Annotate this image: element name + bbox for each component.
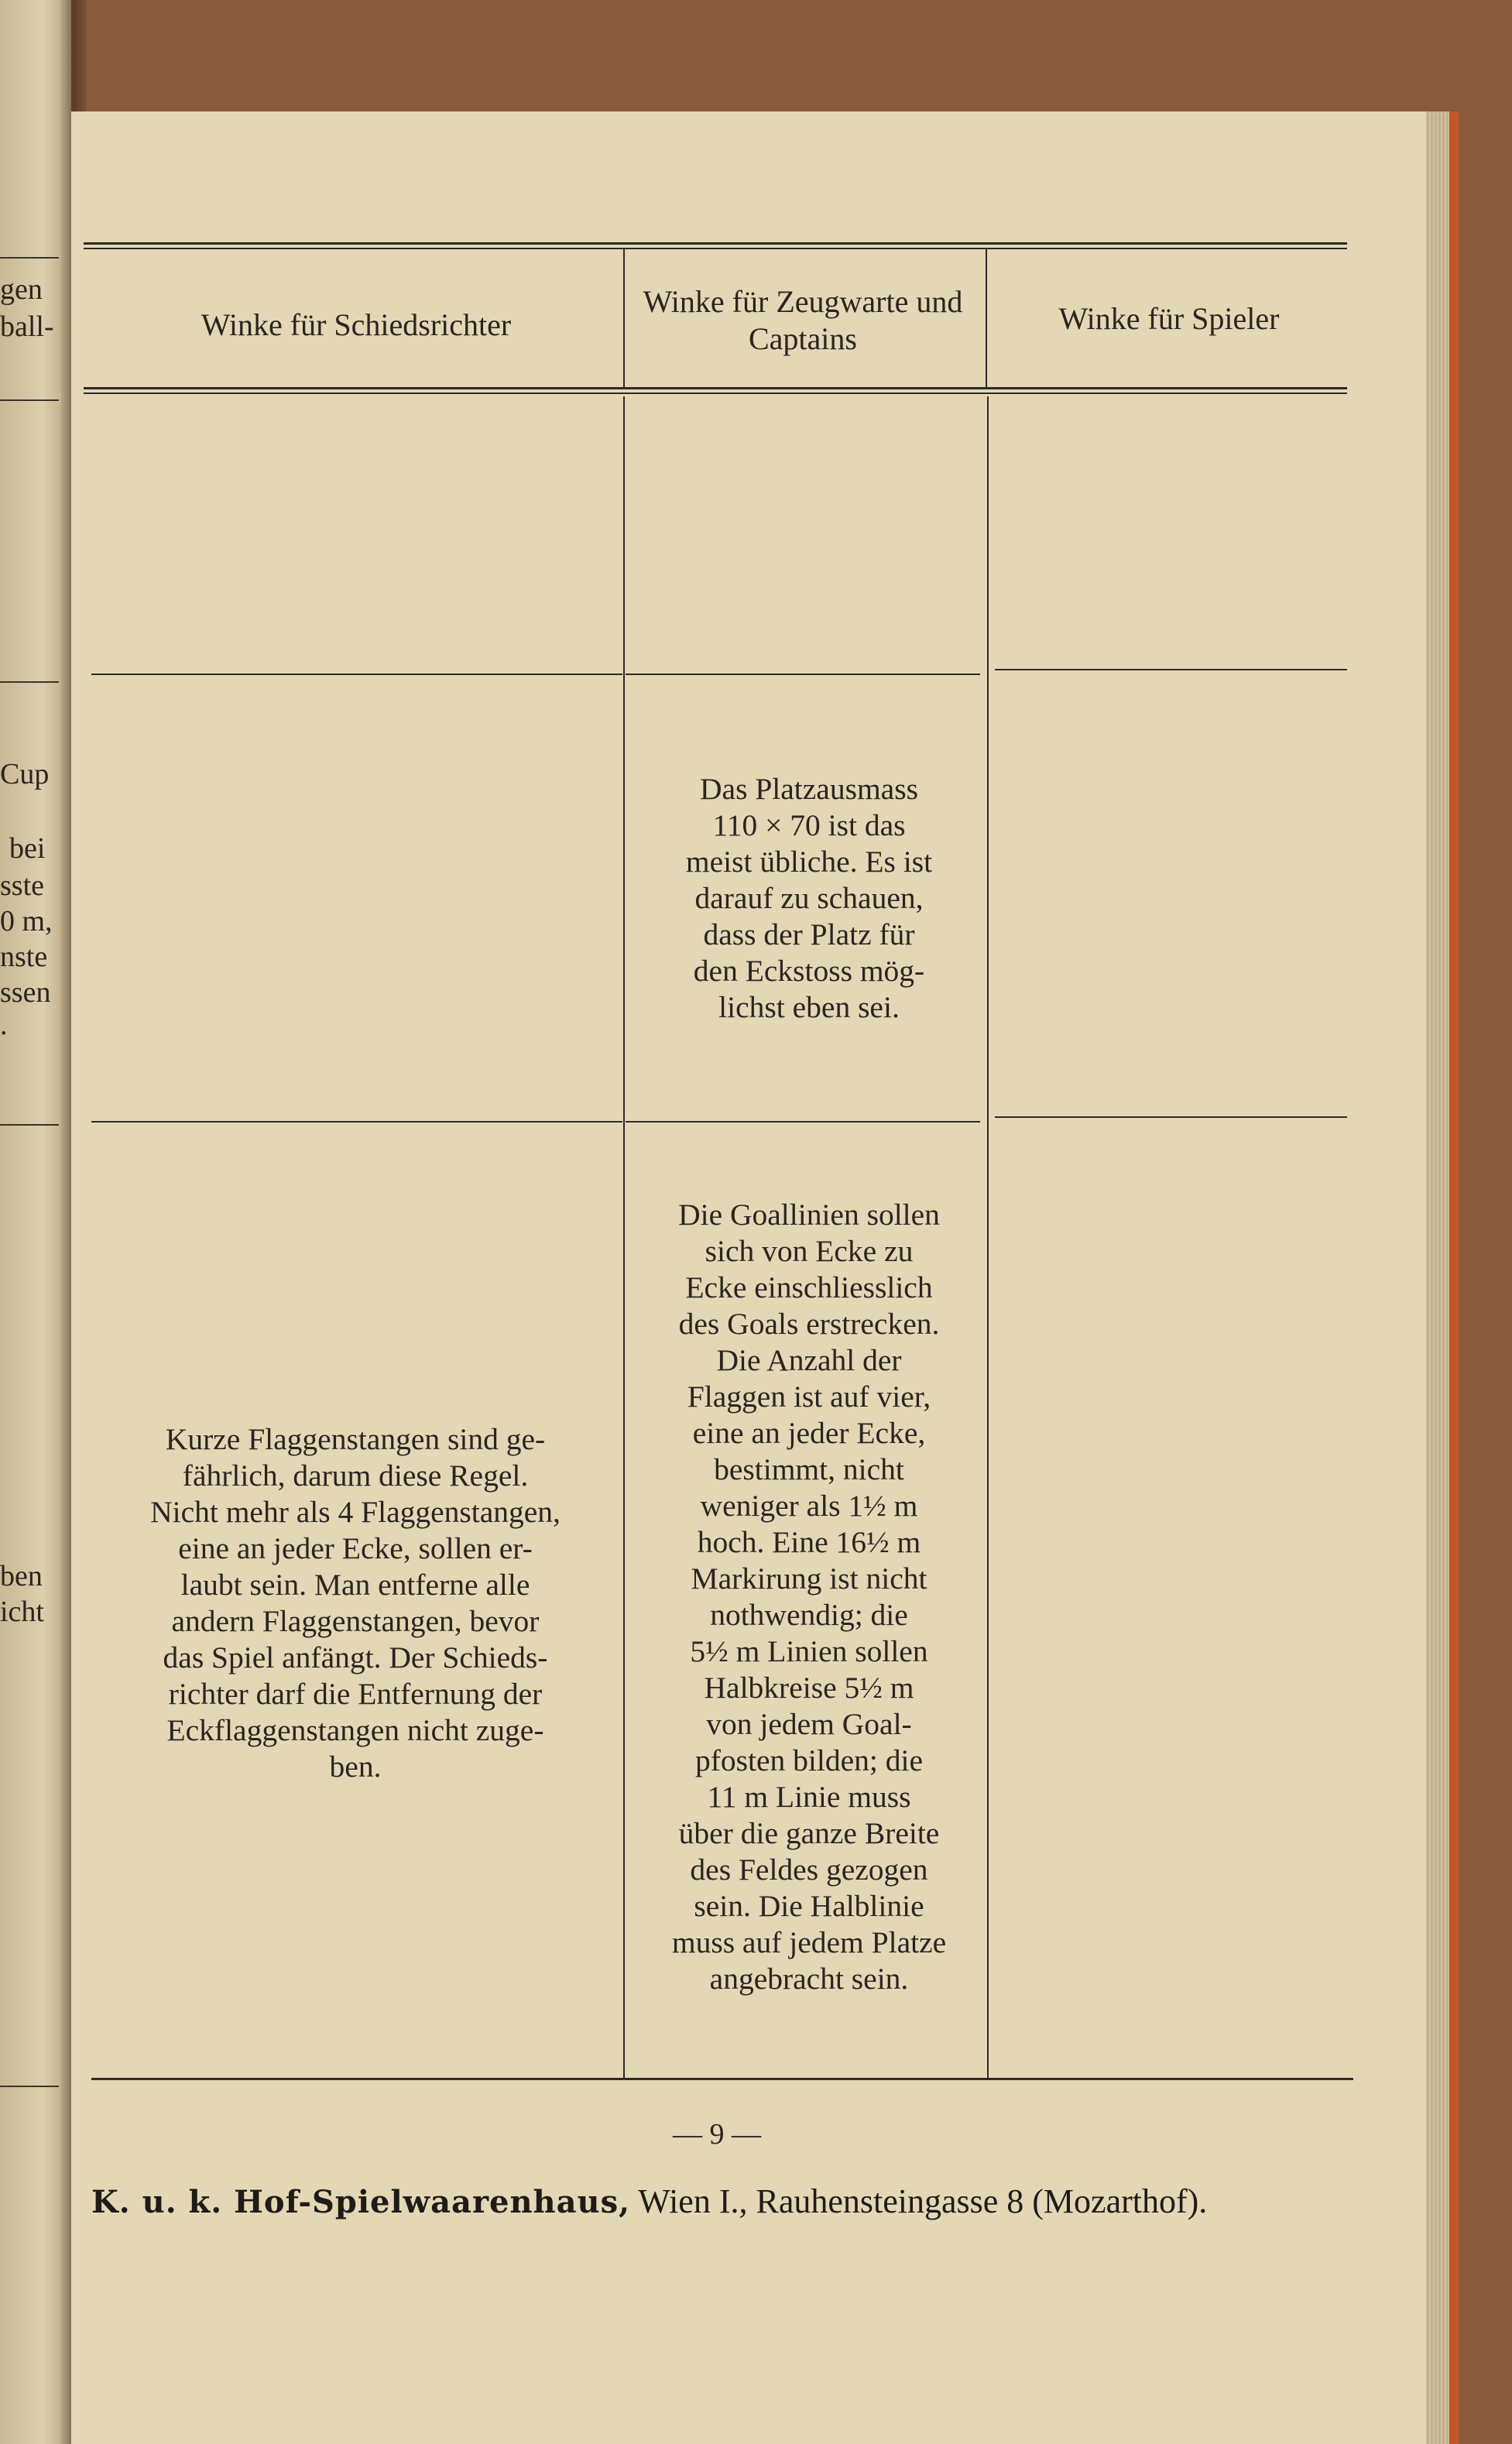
table-bottom-rule (91, 2078, 1353, 2080)
left-page-fragment: ssen (0, 976, 51, 1009)
text-line: andern Flaggenstangen, bevor (171, 1604, 540, 1638)
left-page-rule (0, 257, 59, 259)
left-page-fragment: Cup (0, 758, 50, 790)
text-line: des Feldes gezogen (690, 1853, 928, 1887)
left-page-fragment: bei (9, 832, 46, 865)
text-line: nothwendig; die (710, 1598, 908, 1632)
page-number: — 9 — (673, 2118, 761, 2151)
publisher-name: K. u. k. Hof-Spielwaarenhaus, (91, 2184, 631, 2220)
text-line: Die Goallinien sollen (678, 1198, 940, 1232)
cell-flaggenstangen (104, 1421, 607, 1785)
text-line: Das Platzausmass (700, 772, 918, 806)
text-line: richter darf die Entfernung der (168, 1677, 543, 1711)
left-page-fragment: gen (0, 273, 43, 306)
left-page-rule (0, 1124, 59, 1126)
row-separator (995, 669, 1347, 670)
text-line: hoch. Eine 16½ m (697, 1525, 921, 1559)
row-separator (626, 674, 980, 675)
text-line: fährlich, darum diese Regel. (182, 1459, 529, 1493)
text-line: Nicht mehr als 4 Flaggenstangen, (150, 1495, 561, 1529)
cell-goallinien (650, 1197, 968, 1997)
row-separator (91, 674, 622, 675)
text-line: dass der Platz für (703, 917, 915, 951)
publisher-footer (91, 2182, 1361, 2221)
text-line: das Spiel anfängt. Der Schieds- (163, 1640, 548, 1674)
text-line: sein. Die Halblinie (694, 1889, 924, 1923)
text-line: des Goals erstrecken. (678, 1307, 940, 1341)
text-line: eine an jeder Ecke, sollen er- (178, 1531, 533, 1565)
header-schiedsrichter: Winke für Schiedsrichter (201, 307, 512, 342)
text-line: von jedem Goal- (706, 1707, 912, 1741)
text-line: 5½ m Linien sollen (690, 1634, 928, 1668)
left-page-fragment: 0 m, (0, 905, 53, 937)
row-separator (626, 1121, 980, 1123)
text-line: eine an jeder Ecke, (692, 1416, 926, 1450)
row-separator (995, 1116, 1347, 1118)
text-line: sich von Ecke zu (705, 1234, 914, 1268)
left-page-rule (0, 399, 59, 401)
column-divider (623, 396, 625, 2078)
left-page-fragment: ben (0, 1560, 43, 1592)
header-spieler: Winke für Spieler (1058, 301, 1280, 336)
left-page-rule (0, 681, 59, 683)
text-line: Flaggen ist auf vier, (687, 1380, 931, 1414)
text-line: bestimmt, nicht (714, 1452, 904, 1486)
left-page-fragment: sste (0, 869, 44, 902)
text-line: laubt sein. Man entferne alle (180, 1568, 530, 1602)
page-edges (1426, 111, 1449, 2444)
header-zeugwarte: Winke für Zeugwarte und Captains (643, 284, 963, 356)
left-page-fragment: . (0, 1009, 8, 1041)
left-page-fragment: ball- (0, 310, 54, 343)
text-line: muss auf jedem Platze (671, 1925, 947, 1959)
row-separator (91, 1121, 622, 1123)
text-line: Markirung ist nicht (691, 1561, 927, 1596)
header-divider (986, 249, 987, 387)
text-line: lichst eben sei. (718, 990, 900, 1024)
table-top-rule (84, 242, 1347, 245)
text-line: pfosten bilden; die (695, 1743, 923, 1777)
left-page-fragment: nste (0, 941, 48, 973)
text-line: 11 m Linie muss (707, 1780, 911, 1814)
text-line: weniger als 1½ m (700, 1489, 918, 1523)
header-bottom-rule-thin (84, 392, 1347, 394)
text-line: 110 × 70 ist das (712, 808, 906, 842)
left-page-fragment: icht (0, 1596, 44, 1628)
text-line: Eckflaggenstangen nicht zuge- (166, 1713, 544, 1747)
cover-edge (1449, 111, 1459, 2444)
column-divider (987, 396, 989, 2078)
text-line: über die ganze Breite (678, 1816, 940, 1850)
table-top-rule-thin (84, 248, 1347, 249)
text-line: Die Anzahl der (716, 1343, 902, 1377)
left-page-rule (0, 2086, 59, 2087)
header-divider (623, 249, 625, 387)
header-bottom-rule (84, 387, 1347, 389)
text-line: Halbkreise 5½ m (704, 1671, 914, 1705)
text-line: Ecke einschliesslich (685, 1270, 933, 1304)
text-line: meist übliche. Es ist (685, 845, 933, 879)
text-line: Kurze Flaggenstangen sind ge- (165, 1422, 546, 1456)
text-line: darauf zu schauen, (694, 881, 924, 915)
text-line: den Eckstoss mög- (693, 954, 925, 988)
publisher-address: Wien I., Rauhensteingasse 8 (Mozarthof). (638, 2182, 1208, 2220)
cell-platzausmass (650, 771, 968, 1026)
text-line: ben. (329, 1750, 382, 1784)
text-line: angebracht sein. (709, 1962, 909, 1996)
